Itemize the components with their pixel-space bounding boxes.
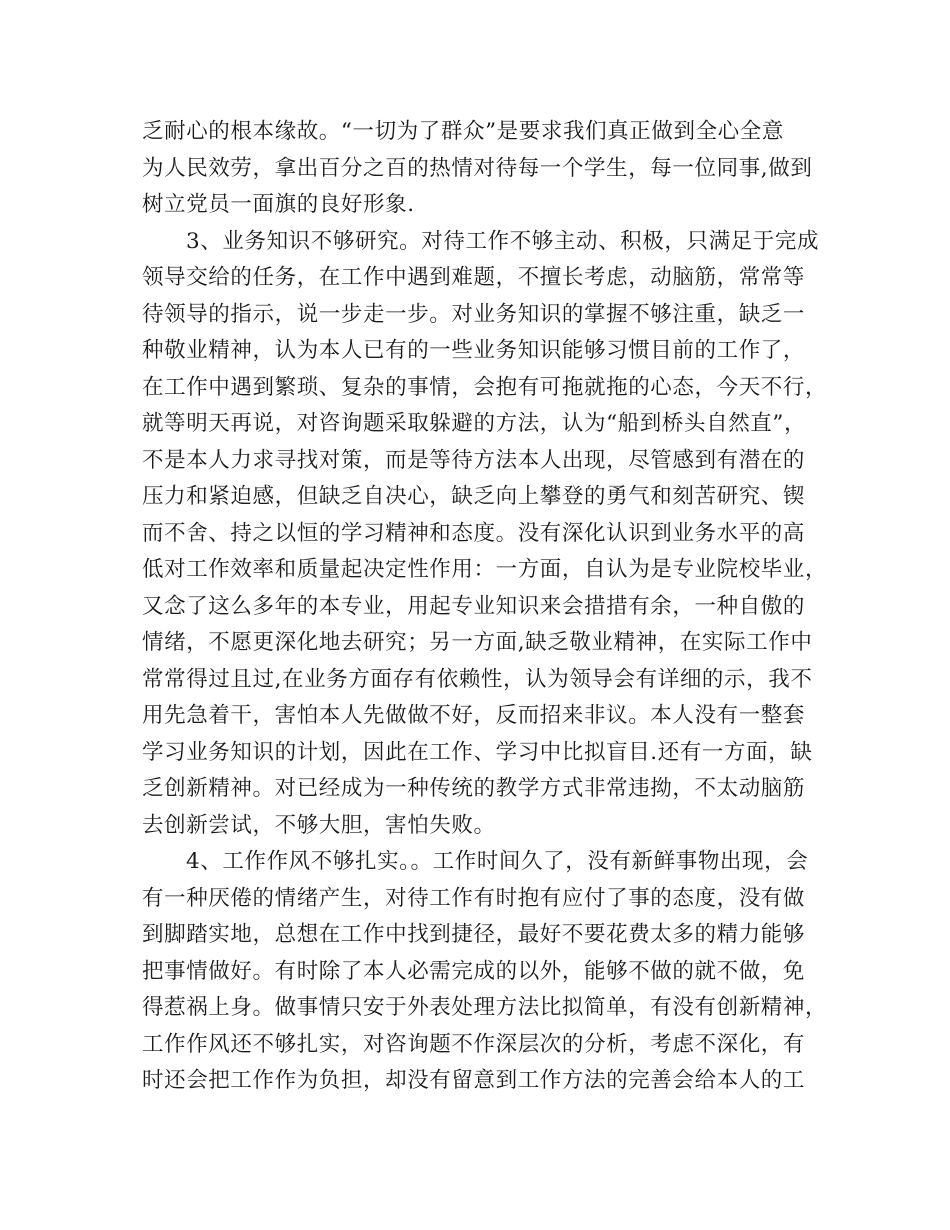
text-line: 时还会把工作作为负担，却没有留意到工作方法的完善会给本人的工 [142, 1068, 806, 1093]
text-line: 去创新尝试，不够大胆，害怕失败。 [142, 812, 496, 838]
text-line: 为人民效劳，拿出百分之百的热情对待每一个学生，每一位同事,做到 [142, 155, 813, 181]
text-line: 低对工作效率和质量起决定性作用：一方面，自认为是专业院校毕业， [142, 557, 828, 582]
text-line: 常常得过且过,在业务方面存有依赖性，认为领导会有详细的示，我不 [142, 666, 813, 692]
text-line: 学习业务知识的计划，因此在工作、学习中比拟盲目.还有一方面，缺 [142, 739, 813, 765]
text-line: 3、业务知识不够研究。对待工作不够主动、积极，只满足于完成 [186, 228, 820, 254]
text-line: 种敬业精神，认为本人已有的一些业务知识能够习惯目前的工作了， [142, 338, 806, 363]
text-line: 树立党员一面旗的良好形象. [142, 192, 415, 217]
text-line: 到脚踏实地，总想在工作中找到捷径，最好不要花费太多的精力能够 [142, 922, 806, 947]
text-line: 用先急着干，害怕本人先做做不好，反而招来非议。本人没有一整套 [142, 703, 806, 728]
body-text [142, 114, 828, 1100]
text-line: 把事情做好。有时除了本人必需完成的以外，能够不做的就不做，免 [142, 958, 806, 984]
text-line: 有一种厌倦的情绪产生，对待工作有时抱有应付了事的态度，没有做 [142, 885, 806, 911]
text-line: 情绪，不愿更深化地去研究；另一方面,缺乏敬业精神，在实际工作中 [142, 630, 813, 655]
text-line: 待领导的指示，说一步走一步。对业务知识的掌握不够注重，缺乏一 [142, 301, 806, 327]
text-line: 乏耐心的根本缘故。“一切为了群众”是要求我们真正做到全心全意 [142, 119, 784, 144]
text-line: 工作作风还不够扎实，对咨询题不作深层次的分析，考虑不深化，有 [142, 1031, 806, 1057]
text-line: 乏创新精神。对已经成为一种传统的教学方式非常违拗，不太动脑筋 [142, 776, 806, 801]
text-line: 就等明天再说，对咨询题采取躲避的方法，认为“船到桥头自然直”， [142, 411, 807, 436]
text-line: 领导交给的任务，在工作中遇到难题，不擅长考虑，动脑筋，常常等 [142, 265, 806, 290]
text-line: 得惹祸上身。做事情只安于外表处理方法比拟简单，有没有创新精神， [142, 995, 828, 1020]
text-line: 而不舍、持之以恒的学习精神和态度。没有深化认识到业务水平的高 [142, 520, 806, 546]
text-line: 压力和紧迫感，但缺乏自决心，缺乏向上攀登的勇气和刻苦研究、锲 [142, 484, 806, 509]
text-line: 4、工作作风不够扎实。。工作时间久了，没有新鲜事物出现，会 [186, 849, 809, 874]
text-line: 不是本人力求寻找对策，而是等待方法本人出现，尽管感到有潜在的 [142, 447, 806, 473]
text-line: 在工作中遇到繁琐、复杂的事情，会抱有可拖就拖的心态，今天不行， [142, 374, 828, 400]
text-line: 又念了这么多年的本专业，用起专业知识来会措措有余，一种自傲的 [142, 593, 806, 619]
